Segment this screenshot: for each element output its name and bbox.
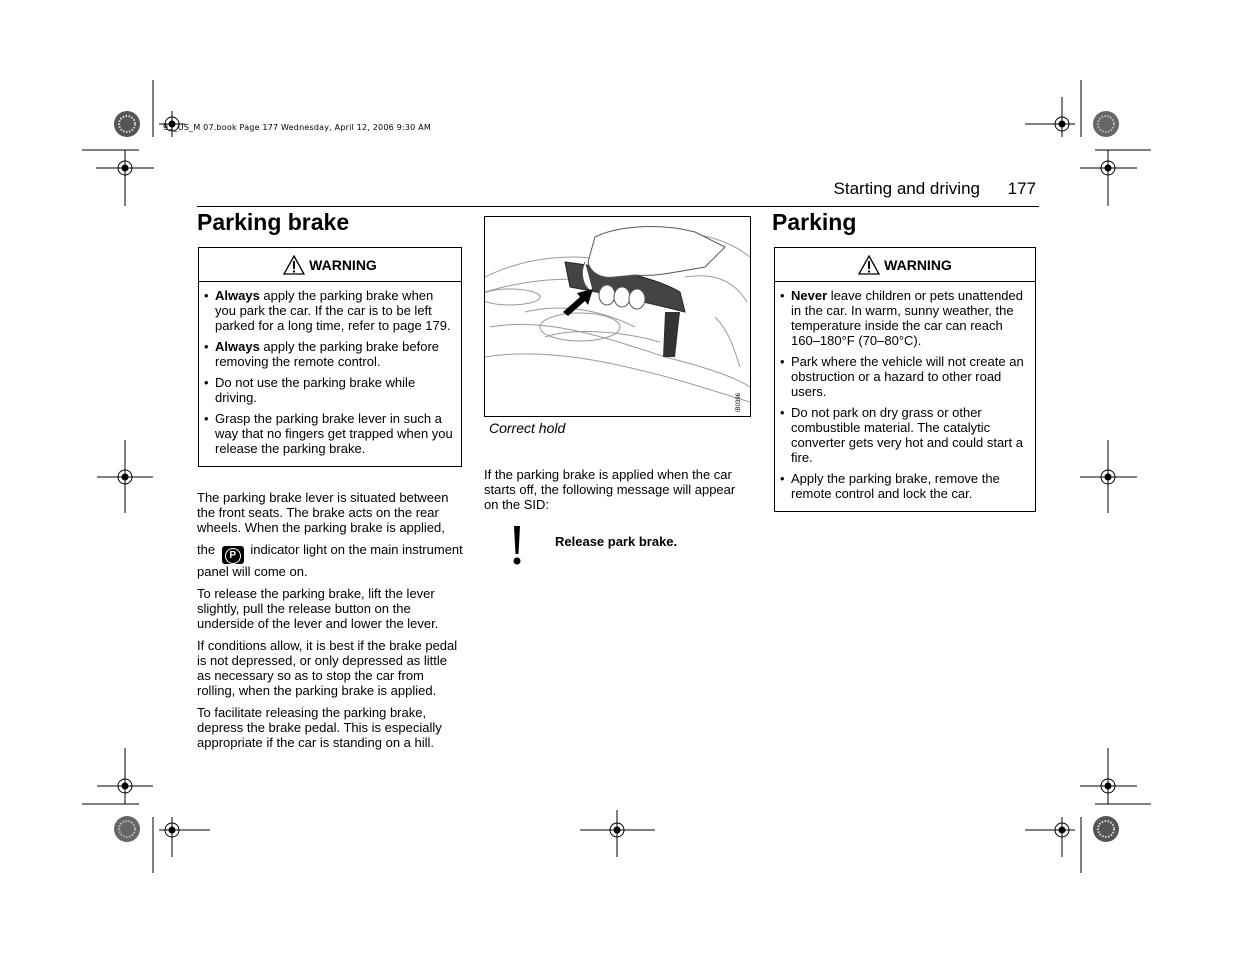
exclamation-icon xyxy=(510,526,524,566)
warning-triangle-icon xyxy=(858,255,880,275)
warning-item: • Grasp the parking brake lever in such a way that no fingers get trapped when you release the parking brake. xyxy=(215,411,453,456)
hand-on-lever-image xyxy=(485,217,750,416)
body-paragraph: To release the parking brake, lift the lever slightly, pull the release button on the underside of the lever and lower the lever. xyxy=(197,586,439,631)
warning-item: • Always apply the parking brake before removing the remote control. xyxy=(215,339,453,369)
warning-item: • Always apply the parking brake when you park the car. If the car is to be left parked for a long time, refer to page 179. xyxy=(215,288,453,333)
warning-item: • Never leave children or pets unattended in the car. In warm, sunny weather, the temperature inside the car can reach 160–180°F (70–80°C). xyxy=(791,288,1027,348)
warning-item: • Do not park on dry grass or other combustible material. The catalytic converter gets very hot and could start a fire. xyxy=(791,405,1027,465)
figure-code: IB0396 xyxy=(736,392,742,412)
sid-intro-paragraph: If the parking brake is applied when the car starts off, the following message will appear on the SID: xyxy=(484,467,736,512)
warning-label: WARNING xyxy=(309,256,377,273)
warning-list xyxy=(199,282,461,466)
body-paragraph: the P indicator light on the main instrument panel will come on. xyxy=(197,542,463,579)
header-rule xyxy=(197,206,1039,207)
parking-brake-heading: Parking brake xyxy=(197,209,350,235)
warning-title xyxy=(199,248,461,282)
parking-brake-body xyxy=(197,490,463,757)
page-number: 177 xyxy=(1007,179,1036,198)
warning-item: • Park where the vehicle will not create an obstruction or a hazard to other road users. xyxy=(791,354,1027,399)
print-header: 93_US_M 07.book Page 177 Wednesday, April 12, 2006 9:30 AM xyxy=(163,123,431,132)
parking-brake-indicator-icon: P xyxy=(222,546,244,564)
parking-heading: Parking xyxy=(772,209,857,235)
body-paragraph: The parking brake lever is situated between the front seats. The brake acts on the rear wheels. When the parking brake is applied, xyxy=(197,490,449,535)
parking-brake-illustration xyxy=(484,216,751,417)
sid-message: Release park brake. xyxy=(555,534,678,549)
warning-item: • Do not use the parking brake while driving. xyxy=(215,375,453,405)
warning-triangle-icon xyxy=(283,255,305,275)
warning-item: • Apply the parking brake, remove the remote control and lock the car. xyxy=(791,471,1027,501)
parking-warning-box xyxy=(774,247,1036,512)
warning-list xyxy=(775,282,1035,511)
body-paragraph: If conditions allow, it is best if the brake pedal is not depressed, or only depressed as little as necessary so as to stop the car from rolling, when the parking brake is applied. xyxy=(197,638,458,698)
parking-brake-warning-box xyxy=(198,247,462,467)
section-title: Starting and driving xyxy=(833,179,980,198)
warning-label: WARNING xyxy=(884,256,952,273)
body-paragraph: To facilitate releasing the parking brake, depress the brake pedal. This is especially appropriate if the car is standing on a hill. xyxy=(197,705,442,750)
figure-caption: Correct hold xyxy=(489,420,566,436)
warning-title xyxy=(775,248,1035,282)
